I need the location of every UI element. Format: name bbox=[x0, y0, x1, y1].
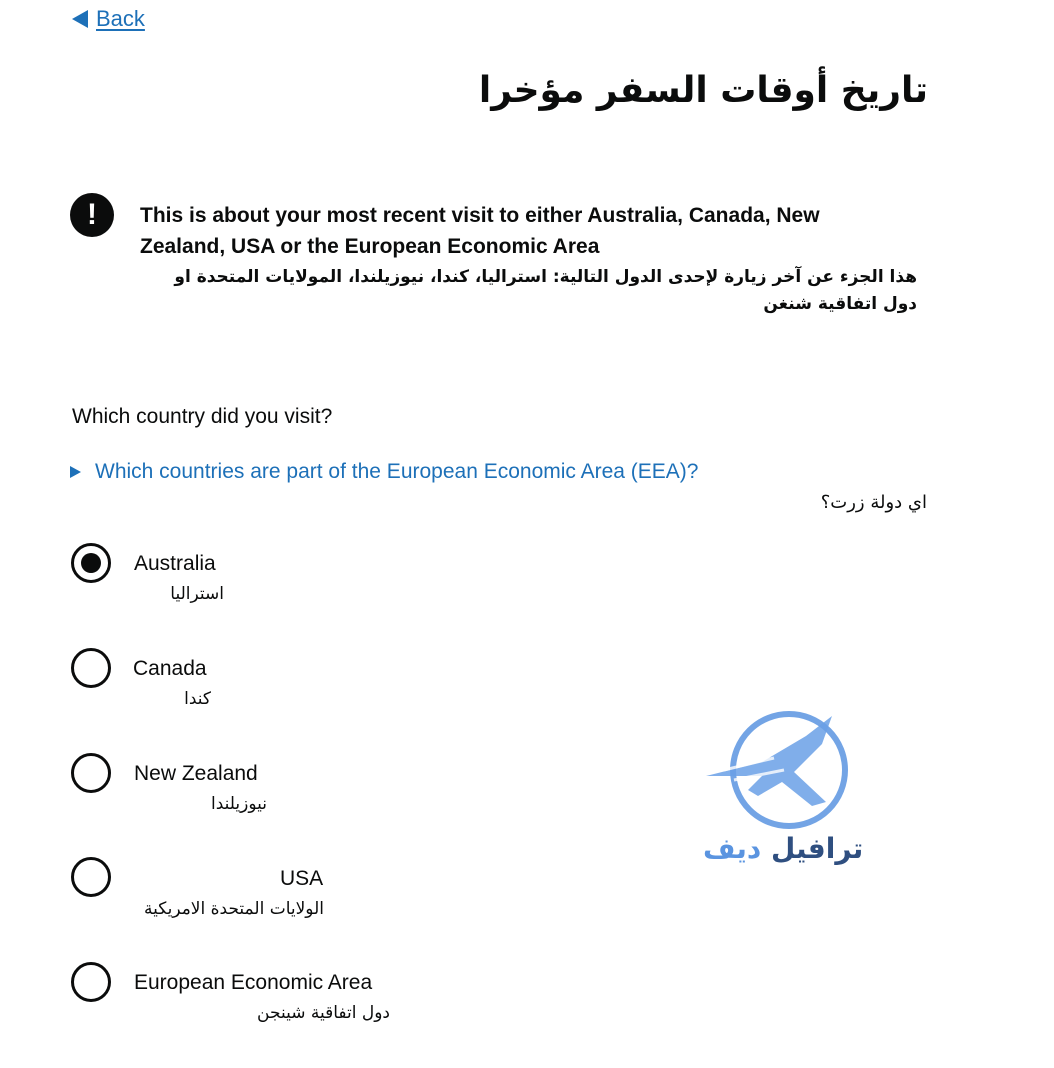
back-link-label: Back bbox=[96, 6, 145, 31]
back-arrow-icon bbox=[72, 10, 88, 28]
page-title: تاريخ أوقات السفر مؤخرا bbox=[478, 70, 928, 111]
radio-usa[interactable] bbox=[71, 857, 111, 897]
watermark-word-1: ترافيل bbox=[770, 832, 864, 865]
watermark-word-2: ديف bbox=[703, 832, 762, 865]
details-summary-text: Which countries are part of the European Economic Area (EEA)? bbox=[95, 460, 699, 483]
option-label-en[interactable]: USA bbox=[280, 867, 324, 890]
warning-text-ar: هذا الجزء عن آخر زيارة لإحدى الدول التالية: استراليا، كندا، نيوزيلندا، المولايات المتحدة او دول اتفاقية شنغن bbox=[174, 267, 917, 314]
radio-canada[interactable] bbox=[71, 648, 111, 688]
option-label-ar: استراليا bbox=[170, 584, 224, 604]
question-label: Which country did you visit? bbox=[72, 405, 333, 428]
warning-icon: ! bbox=[70, 193, 114, 237]
option-label-en[interactable]: Canada bbox=[133, 657, 207, 680]
radio-australia[interactable] bbox=[71, 543, 111, 583]
details-triangle-icon bbox=[70, 466, 81, 478]
radio-eea[interactable] bbox=[71, 962, 111, 1002]
option-label-ar: الولايات المتحدة الامريكية bbox=[143, 899, 324, 919]
option-label-ar: نيوزيلندا bbox=[211, 794, 267, 814]
question-label-ar: اي دولة زرت؟ bbox=[820, 492, 927, 513]
option-label-ar: كندا bbox=[184, 689, 211, 709]
option-label-en[interactable]: New Zealand bbox=[134, 762, 258, 785]
eea-details-toggle[interactable] bbox=[70, 460, 698, 484]
warning-text-en: This is about your most recent visit to either Australia, Canada, New Zealand, USA or the European Economic Area bbox=[140, 204, 820, 258]
back-link[interactable] bbox=[72, 6, 145, 32]
option-label-en[interactable]: Australia bbox=[134, 552, 216, 575]
option-label-ar: دول اتفاقية شينجن bbox=[257, 1003, 390, 1023]
watermark-logo-text bbox=[703, 832, 863, 865]
watermark-logo-icon bbox=[704, 710, 854, 835]
radio-new-zealand[interactable] bbox=[71, 753, 111, 793]
option-label-en[interactable]: European Economic Area bbox=[134, 971, 373, 994]
